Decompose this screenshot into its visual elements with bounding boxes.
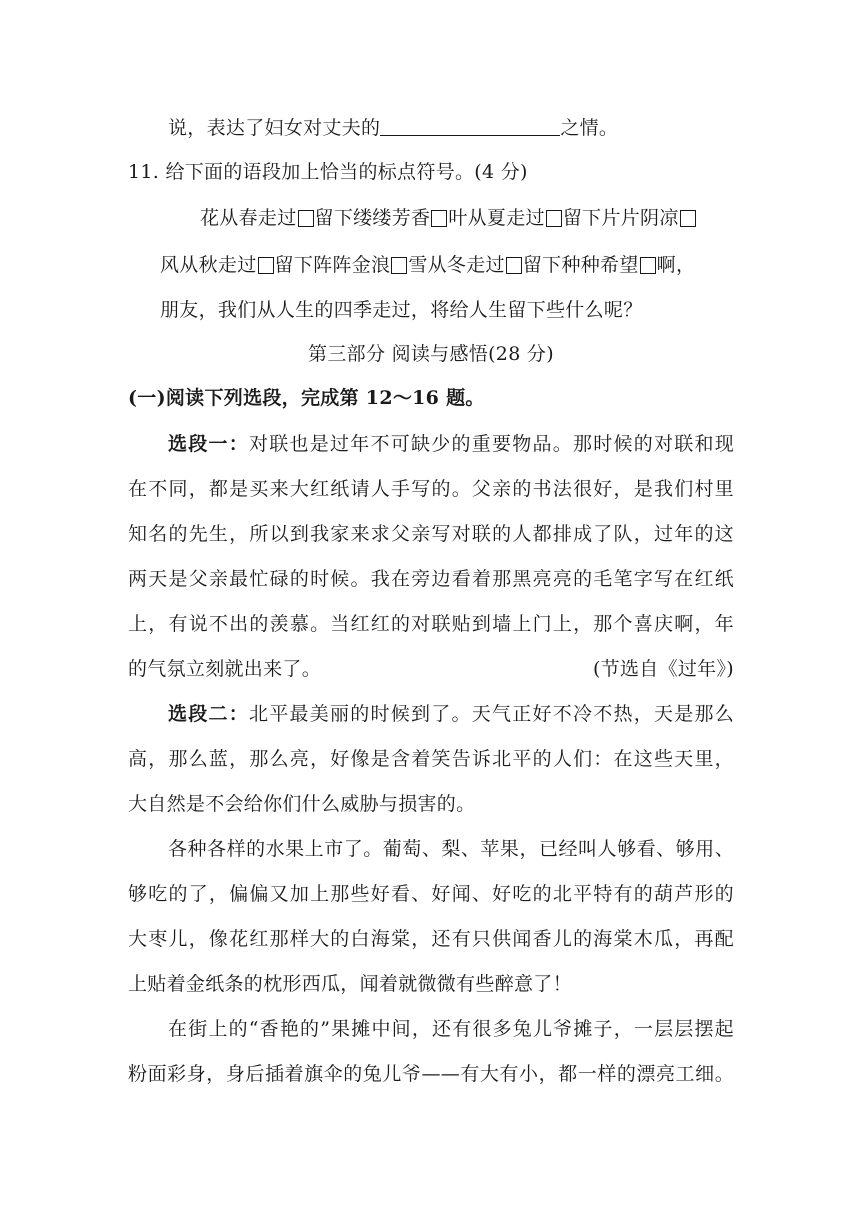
paragraph-4-line: 粉面彩身，身后插着旗伞的兔儿爷——有大有小，都一样的漂亮工细。: [128, 1063, 734, 1085]
paragraph-3-line: 各种各样的水果上市了。葡萄、梨、苹果，已经叫人够看、够用、: [168, 838, 734, 860]
passage-source: (节选自《过年》): [592, 658, 734, 680]
q11-line-2: [160, 252, 734, 278]
passage-text: 的气氛立刻就出来了。: [128, 658, 322, 680]
punctuation-box[interactable]: [640, 257, 656, 274]
q11-title: 11. 给下面的语段加上恰当的标点符号。(4 分): [128, 161, 528, 183]
passage-1-last-line: [128, 656, 734, 682]
passage-2-line: 高，那么蓝，那么亮，好像是含着笑告诉北平的人们：在这些天里，: [128, 748, 734, 770]
passage-2-line: [168, 701, 734, 727]
punctuation-box[interactable]: [546, 210, 562, 227]
paragraph-3-line: 大枣儿，像花红那样大的白海棠，还有只供闻香儿的海棠木瓜，再配: [128, 928, 734, 950]
passage-1-line: [168, 431, 734, 457]
q11-phrase: 风从秋走过: [160, 254, 257, 276]
q10-suffix: 之情。: [560, 117, 619, 139]
q11-phrase: 雪从冬走过: [408, 254, 505, 276]
passage-1-line: 知名的先生，所以到我家来求父亲写对联的人都排成了队，过年的这: [128, 523, 734, 545]
q11-phrase: 花从春走过: [200, 207, 297, 229]
q10-line: [168, 115, 774, 141]
paragraph-3-line: 够吃的了，偏偏又加上那些好看、好闻、好吃的北平特有的葫芦形的: [128, 883, 734, 905]
passage-label: 选段一：: [168, 433, 249, 455]
q11-phrase: 叶从夏走过: [448, 207, 545, 229]
paragraph-3-line: 上贴着金纸条的枕形西瓜，闻着就微微有些醉意了！: [128, 973, 572, 995]
passage-text: 北平最美丽的时候到了。天气正好不冷不热，天是那么: [249, 703, 735, 725]
passage-1-line: 两天是父亲最忙碌的时候。我在旁边看着那黑亮亮的毛笔字写在红纸: [128, 568, 734, 590]
q11-phrase: 留下片片阴凉: [562, 207, 679, 229]
punctuation-box[interactable]: [391, 257, 407, 274]
paragraph-4-line: 在街上的“香艳的”果摊中间，还有很多兔儿爷摊子，一层层摆起: [168, 1018, 734, 1040]
q11-line-3: 朋友，我们从人生的四季走过，将给人生留下些什么呢？: [160, 299, 643, 321]
q11-phrase: 留下缕缕芳香: [314, 207, 431, 229]
punctuation-box[interactable]: [258, 257, 274, 274]
part-title: 第三部分 阅读与感悟(28 分): [308, 343, 554, 365]
passage-text: 对联也是过年不可缺少的重要物品。那时候的对联和现: [249, 433, 735, 455]
passage-label: 选段二：: [168, 703, 249, 725]
punctuation-box[interactable]: [431, 210, 447, 227]
punctuation-box[interactable]: [506, 257, 522, 274]
passage-1-line: 在不同，都是买来大红纸请人手写的。父亲的书法很好，是我们村里: [128, 478, 734, 500]
q11-phrase: 啊，: [656, 254, 696, 276]
q10-prefix: 说，表达了妇女对丈夫的: [168, 117, 381, 139]
answer-blank[interactable]: [380, 117, 560, 136]
section-instruction: (一)阅读下列选段，完成第 12～16 题。: [128, 387, 485, 409]
q11-phrase: 留下种种希望: [522, 254, 639, 276]
q11-phrase: 留下阵阵金浪: [274, 254, 391, 276]
passage-2-line: 大自然是不会给你们什么威胁与损害的。: [128, 793, 476, 815]
passage-1-line: 上，有说不出的羡慕。当红红的对联贴到墙上门上，那个喜庆啊，年: [128, 613, 734, 635]
punctuation-box[interactable]: [298, 210, 314, 227]
punctuation-box[interactable]: [680, 210, 696, 227]
q11-line-1: [200, 205, 734, 231]
